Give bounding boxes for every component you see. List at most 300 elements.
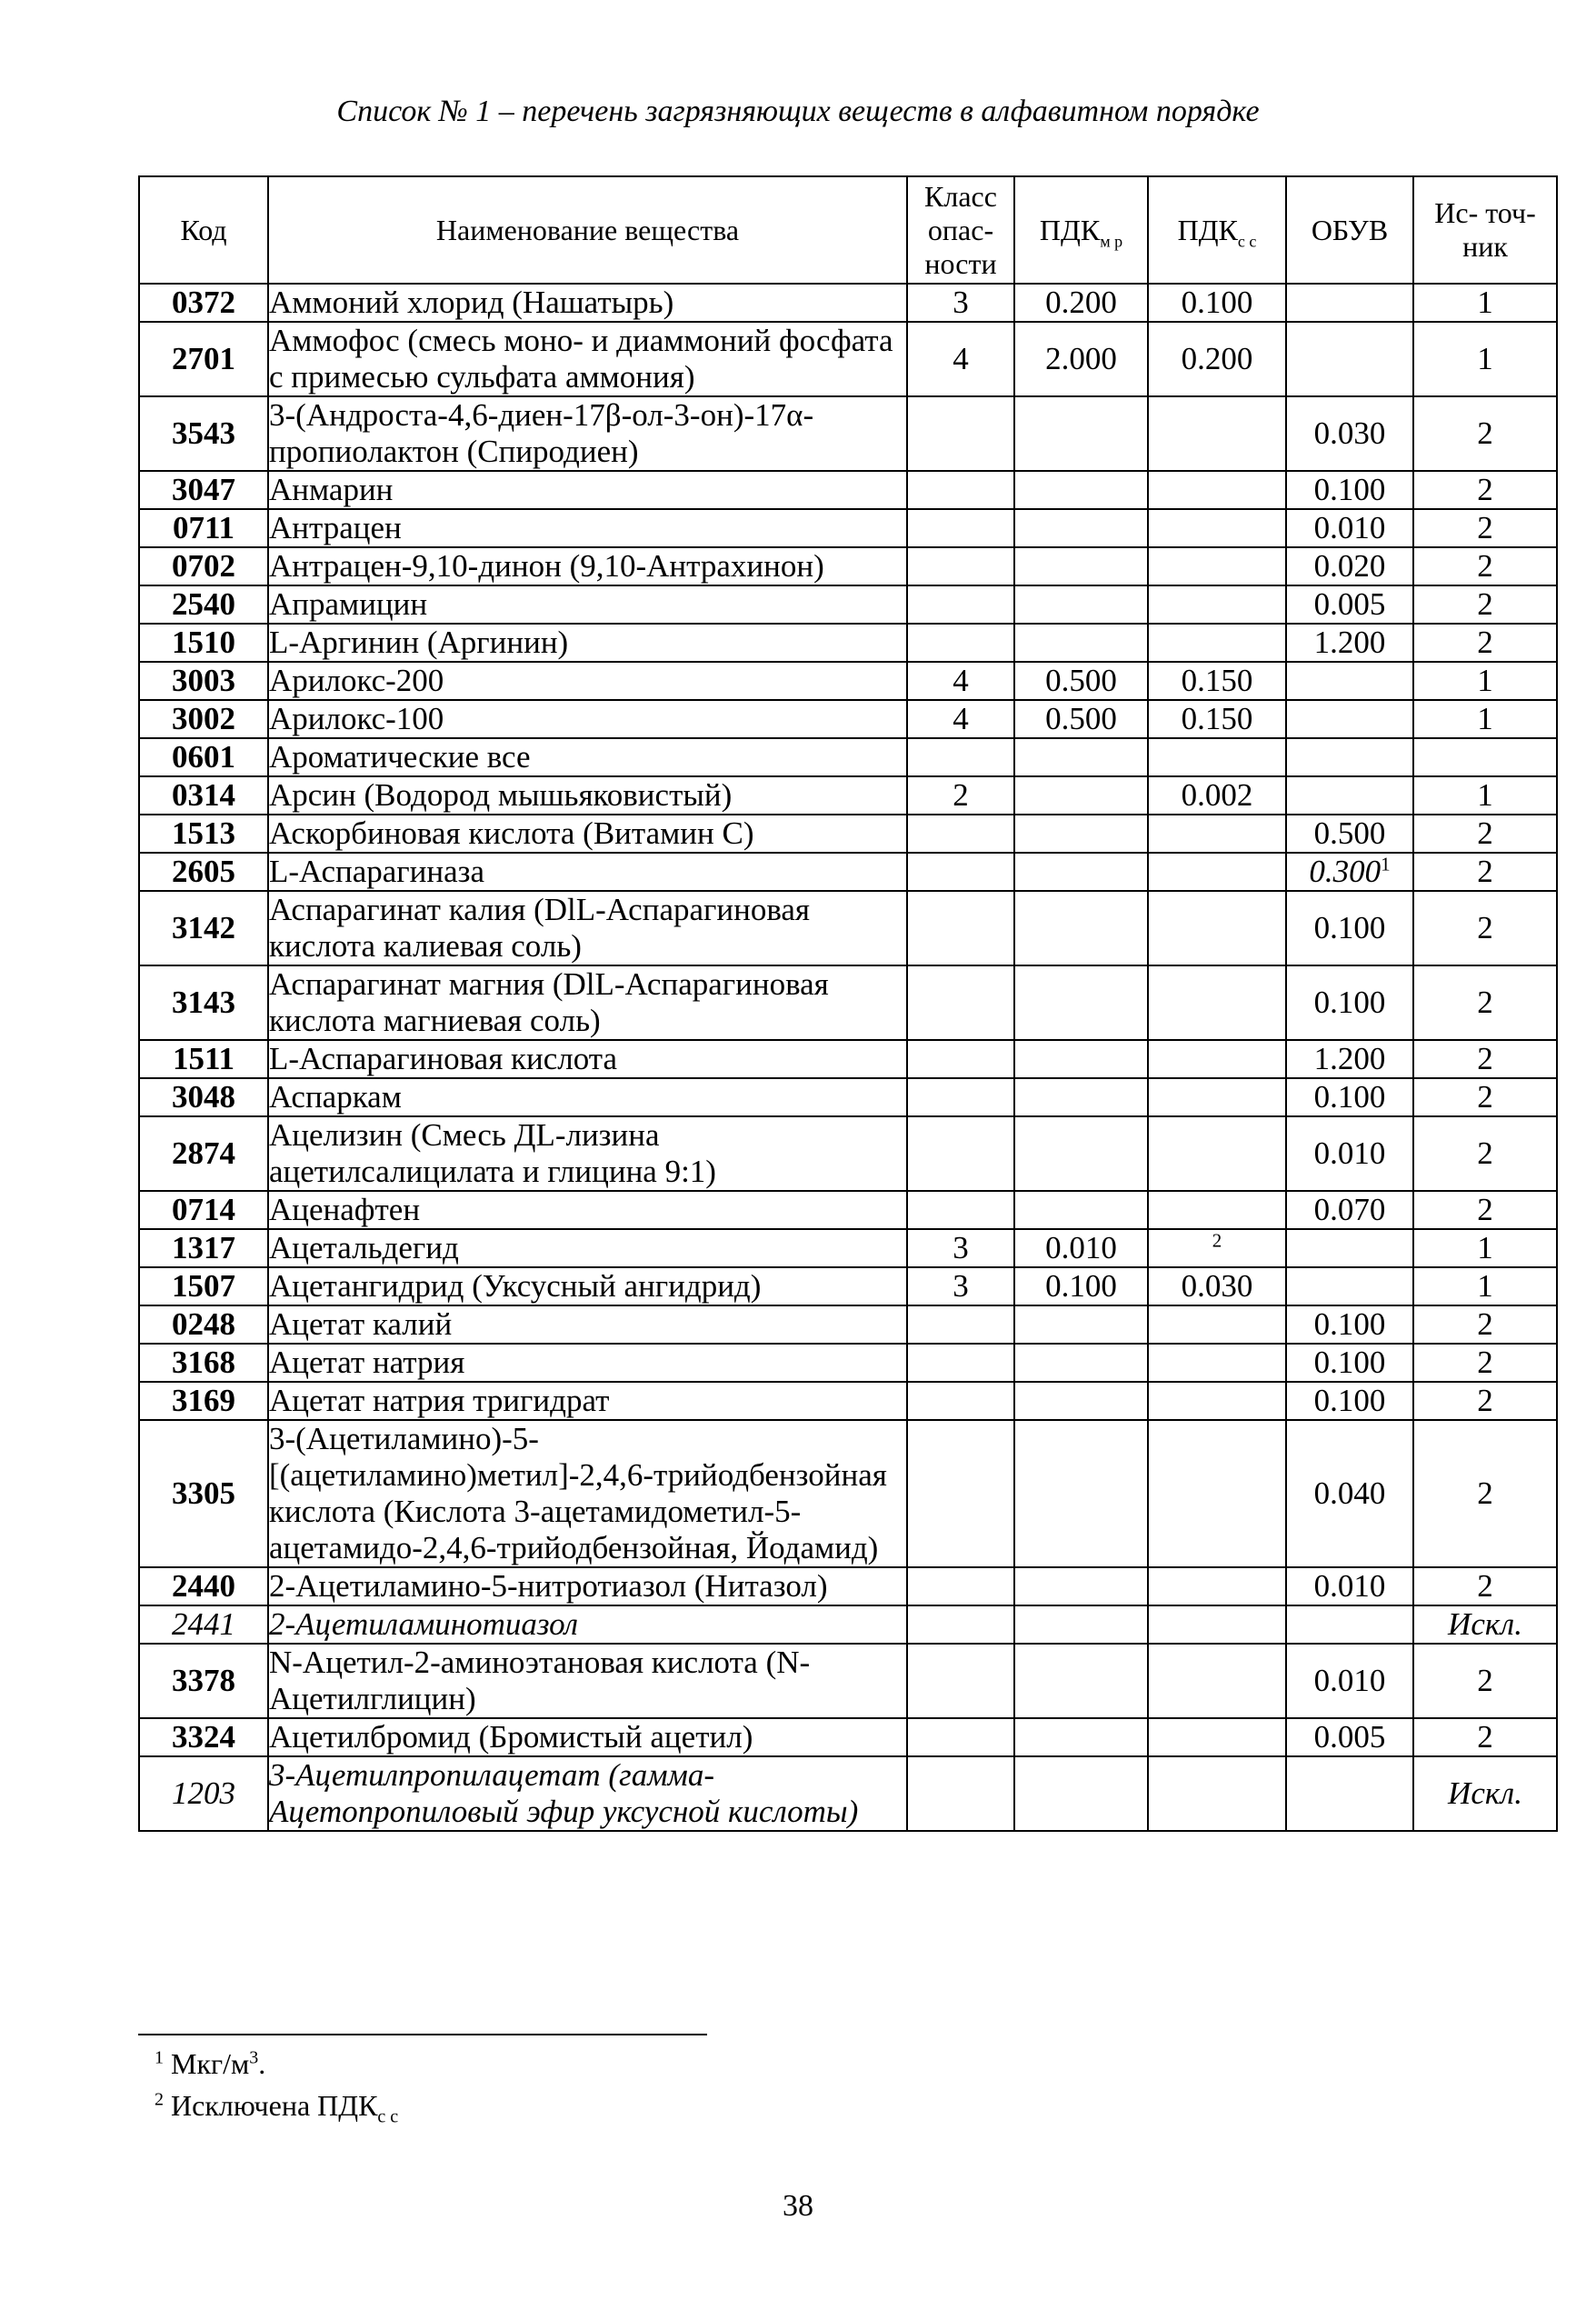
cell-pdk-ss <box>1148 1191 1286 1229</box>
table-row <box>139 776 1557 815</box>
cell-code: 3002 <box>139 700 268 738</box>
cell-pdk-mr <box>1014 1040 1148 1078</box>
table-row <box>139 1567 1557 1605</box>
obuv-value: 0.040 <box>1313 1475 1386 1511</box>
table-row <box>139 322 1557 396</box>
table-row <box>139 853 1557 891</box>
cell-source: 1 <box>1413 662 1557 700</box>
cell-pdk-ss <box>1148 1344 1286 1382</box>
footnote-1 <box>155 2047 265 2081</box>
cell-pdk-ss <box>1148 1040 1286 1078</box>
cell-pdk-ss <box>1148 1382 1286 1420</box>
footnote-2 <box>155 2089 398 2127</box>
header-source: Ис- точ- ник <box>1413 176 1557 284</box>
cell-pdk-ss <box>1148 891 1286 965</box>
cell-obuv <box>1286 585 1413 624</box>
cell-name: Аспарагинат магния (DlL-Аспарагиновая кислота магниевая соль) <box>268 965 907 1040</box>
cell-code: 1317 <box>139 1229 268 1267</box>
cell-hazard <box>907 853 1014 891</box>
cell-hazard <box>907 585 1014 624</box>
cell-pdk-mr <box>1014 585 1148 624</box>
table-row <box>139 284 1557 322</box>
cell-source: 2 <box>1413 1191 1557 1229</box>
footnote-sub: с с <box>377 2106 399 2127</box>
footnote-ref: 1 <box>1381 853 1391 875</box>
obuv-value: 0.100 <box>1313 472 1386 507</box>
cell-pdk-mr <box>1014 1644 1148 1718</box>
cell-hazard <box>907 624 1014 662</box>
cell-pdk-mr <box>1014 396 1148 471</box>
cell-pdk-ss <box>1148 1305 1286 1344</box>
cell-obuv <box>1286 1420 1413 1567</box>
cell-hazard <box>907 471 1014 509</box>
cell-hazard <box>907 1191 1014 1229</box>
cell-code: 2605 <box>139 853 268 891</box>
cell-obuv <box>1286 624 1413 662</box>
cell-source: 2 <box>1413 1078 1557 1116</box>
cell-pdk-ss <box>1148 396 1286 471</box>
cell-pdk-mr <box>1014 547 1148 585</box>
cell-obuv <box>1286 1191 1413 1229</box>
cell-source: 2 <box>1413 1644 1557 1718</box>
cell-obuv <box>1286 509 1413 547</box>
cell-pdk-mr: 2.000 <box>1014 322 1148 396</box>
cell-code: 1513 <box>139 815 268 853</box>
cell-hazard: 3 <box>907 1267 1014 1305</box>
cell-obuv <box>1286 1305 1413 1344</box>
table-row <box>139 471 1557 509</box>
cell-code: 1203 <box>139 1756 268 1831</box>
obuv-value: 0.070 <box>1313 1192 1386 1227</box>
header-pdk-mr <box>1014 176 1148 284</box>
cell-source: 1 <box>1413 700 1557 738</box>
cell-pdk-mr: 0.200 <box>1014 284 1148 322</box>
cell-source: Искл. <box>1413 1756 1557 1831</box>
cell-pdk-mr <box>1014 509 1148 547</box>
table-row <box>139 1756 1557 1831</box>
substances-table <box>138 175 1558 1832</box>
header-pdk-ss-text: ПДК <box>1177 213 1238 246</box>
cell-code: 0248 <box>139 1305 268 1344</box>
cell-pdk-mr <box>1014 1191 1148 1229</box>
cell-hazard <box>907 1644 1014 1718</box>
table-row <box>139 1718 1557 1756</box>
header-hazard: Класс опас- ности <box>907 176 1014 284</box>
header-row <box>139 176 1557 284</box>
cell-obuv <box>1286 1229 1413 1267</box>
cell-name: Аспаркам <box>268 1078 907 1116</box>
cell-pdk-ss <box>1148 471 1286 509</box>
cell-name: Арилокс-200 <box>268 662 907 700</box>
cell-hazard <box>907 1382 1014 1420</box>
obuv-value: 0.020 <box>1313 548 1386 584</box>
cell-source: 1 <box>1413 776 1557 815</box>
obuv-value: 0.100 <box>1313 985 1386 1020</box>
pdk-ss-value: 0.100 <box>1181 285 1253 320</box>
cell-name: Ацетангидрид (Уксусный ангидрид) <box>268 1267 907 1305</box>
cell-pdk-mr <box>1014 853 1148 891</box>
pdk-ss-value: 0.002 <box>1181 777 1253 813</box>
table-row <box>139 1191 1557 1229</box>
cell-code: 3305 <box>139 1420 268 1567</box>
cell-obuv <box>1286 1718 1413 1756</box>
cell-code: 2441 <box>139 1605 268 1644</box>
cell-code: 0601 <box>139 738 268 776</box>
header-obuv: ОБУВ <box>1286 176 1413 284</box>
cell-name: Ацетилбромид (Бромистый ацетил) <box>268 1718 907 1756</box>
cell-name: 3-(Андроста-4,6-диен-17β-ол-3-он)-17α-пропиолактон (Спиродиен) <box>268 396 907 471</box>
obuv-value: 1.200 <box>1313 1041 1386 1076</box>
cell-hazard <box>907 1078 1014 1116</box>
cell-code: 0314 <box>139 776 268 815</box>
table-row <box>139 1267 1557 1305</box>
cell-name: Арсин (Водород мышьяковистый) <box>268 776 907 815</box>
cell-name: Ацетат натрия тригидрат <box>268 1382 907 1420</box>
cell-source: 1 <box>1413 1229 1557 1267</box>
obuv-value: 0.100 <box>1313 1306 1386 1342</box>
cell-hazard <box>907 396 1014 471</box>
cell-code: 3048 <box>139 1078 268 1116</box>
footnote-ref: 2 <box>1212 1229 1222 1252</box>
cell-pdk-ss <box>1148 1644 1286 1718</box>
cell-obuv <box>1286 891 1413 965</box>
cell-source: 2 <box>1413 585 1557 624</box>
cell-hazard <box>907 1116 1014 1191</box>
cell-code: 3168 <box>139 1344 268 1382</box>
cell-source: Искл. <box>1413 1605 1557 1644</box>
cell-source: 2 <box>1413 1567 1557 1605</box>
cell-pdk-ss <box>1148 776 1286 815</box>
cell-hazard: 4 <box>907 700 1014 738</box>
obuv-value: 0.005 <box>1313 586 1386 622</box>
cell-hazard <box>907 891 1014 965</box>
cell-name: Ароматические все <box>268 738 907 776</box>
obuv-value: 0.500 <box>1313 815 1386 851</box>
cell-pdk-mr <box>1014 624 1148 662</box>
table-row <box>139 396 1557 471</box>
obuv-value: 0.030 <box>1313 415 1386 451</box>
cell-code: 3543 <box>139 396 268 471</box>
cell-pdk-mr <box>1014 1567 1148 1605</box>
cell-obuv <box>1286 965 1413 1040</box>
cell-pdk-mr <box>1014 1305 1148 1344</box>
cell-code: 3003 <box>139 662 268 700</box>
cell-source: 2 <box>1413 1382 1557 1420</box>
page-number: 38 <box>783 2189 813 2223</box>
cell-name: Арилокс-100 <box>268 700 907 738</box>
pdk-ss-value: 0.030 <box>1181 1268 1253 1304</box>
cell-code: 0372 <box>139 284 268 322</box>
cell-pdk-ss <box>1148 1078 1286 1116</box>
cell-code: 0702 <box>139 547 268 585</box>
cell-obuv <box>1286 1267 1413 1305</box>
cell-pdk-ss <box>1148 509 1286 547</box>
cell-hazard <box>907 1605 1014 1644</box>
pdk-ss-value: 0.150 <box>1181 663 1253 698</box>
cell-name: Ацелизин (Смесь ДL-лизина ацетилсалицилата и глицина 9:1) <box>268 1116 907 1191</box>
table-row <box>139 662 1557 700</box>
cell-source: 2 <box>1413 547 1557 585</box>
cell-pdk-ss <box>1148 322 1286 396</box>
cell-pdk-mr: 0.500 <box>1014 662 1148 700</box>
cell-source <box>1413 738 1557 776</box>
table-row <box>139 1382 1557 1420</box>
cell-hazard: 2 <box>907 776 1014 815</box>
cell-hazard <box>907 815 1014 853</box>
cell-code: 0714 <box>139 1191 268 1229</box>
cell-obuv <box>1286 1116 1413 1191</box>
table-row <box>139 738 1557 776</box>
cell-hazard <box>907 1040 1014 1078</box>
cell-obuv <box>1286 738 1413 776</box>
cell-name: Антрацен <box>268 509 907 547</box>
cell-hazard <box>907 1305 1014 1344</box>
table-row <box>139 891 1557 965</box>
header-code: Код <box>139 176 268 284</box>
cell-name: N-Ацетил-2-аминоэтановая кислота (N-Ацетилглицин) <box>268 1644 907 1718</box>
cell-code: 2540 <box>139 585 268 624</box>
table-row <box>139 1040 1557 1078</box>
cell-pdk-ss <box>1148 1420 1286 1567</box>
table-row <box>139 1116 1557 1191</box>
cell-obuv <box>1286 322 1413 396</box>
cell-obuv <box>1286 1382 1413 1420</box>
cell-hazard <box>907 509 1014 547</box>
cell-name: L-Аспарагиназа <box>268 853 907 891</box>
table-row <box>139 1420 1557 1567</box>
cell-hazard <box>907 965 1014 1040</box>
table-row <box>139 965 1557 1040</box>
cell-name: Ацетат калий <box>268 1305 907 1344</box>
cell-name: 2-Ацетиламинотиазол <box>268 1605 907 1644</box>
footnote-text: Мкг/м <box>171 2047 250 2080</box>
cell-hazard <box>907 738 1014 776</box>
header-pdk-ss-sub: с с <box>1237 231 1257 250</box>
obuv-value: 0.100 <box>1313 1383 1386 1418</box>
cell-pdk-ss <box>1148 585 1286 624</box>
obuv-value: 0.100 <box>1313 1079 1386 1115</box>
cell-code: 3324 <box>139 1718 268 1756</box>
table-row <box>139 1078 1557 1116</box>
cell-pdk-mr: 0.100 <box>1014 1267 1148 1305</box>
footnote-divider <box>138 2034 707 2035</box>
cell-name: Аммофос (смесь моно- и диаммоний фосфата с примесью сульфата аммония) <box>268 322 907 396</box>
cell-pdk-ss <box>1148 1605 1286 1644</box>
list-title: Список № 1 – перечень загрязняющих веществ в алфавитном порядке <box>336 95 1260 128</box>
cell-name: Ацетат натрия <box>268 1344 907 1382</box>
cell-name: 2-Ацетиламино-5-нитротиазол (Нитазол) <box>268 1567 907 1605</box>
table-body <box>139 284 1557 1831</box>
cell-obuv <box>1286 815 1413 853</box>
header-name: Наименование вещества <box>268 176 907 284</box>
cell-source: 2 <box>1413 891 1557 965</box>
cell-source: 2 <box>1413 815 1557 853</box>
footnote-tail: . <box>258 2047 266 2080</box>
cell-code: 3143 <box>139 965 268 1040</box>
cell-name: 3-Ацетилпропилацетат (гамма-Ацетопропиловый эфир уксусной кислоты) <box>268 1756 907 1831</box>
cell-pdk-mr <box>1014 1078 1148 1116</box>
cell-source: 2 <box>1413 471 1557 509</box>
cell-source: 2 <box>1413 1718 1557 1756</box>
header-pdk-mr-sub: м р <box>1100 231 1123 250</box>
cell-name: L-Аргинин (Аргинин) <box>268 624 907 662</box>
cell-source: 2 <box>1413 624 1557 662</box>
cell-pdk-ss <box>1148 662 1286 700</box>
cell-hazard <box>907 1567 1014 1605</box>
table-row <box>139 1344 1557 1382</box>
obuv-value: 0.010 <box>1313 510 1386 545</box>
cell-pdk-ss <box>1148 700 1286 738</box>
cell-source: 2 <box>1413 1116 1557 1191</box>
cell-source: 2 <box>1413 509 1557 547</box>
cell-pdk-ss <box>1148 815 1286 853</box>
footnote-text: Исключена ПДК <box>171 2089 378 2122</box>
cell-pdk-mr <box>1014 1605 1148 1644</box>
cell-pdk-mr <box>1014 1756 1148 1831</box>
cell-obuv <box>1286 1605 1413 1644</box>
cell-source: 1 <box>1413 1267 1557 1305</box>
cell-obuv <box>1286 776 1413 815</box>
cell-obuv <box>1286 284 1413 322</box>
cell-pdk-ss <box>1148 965 1286 1040</box>
cell-hazard: 3 <box>907 284 1014 322</box>
obuv-value: 0.005 <box>1313 1719 1386 1755</box>
cell-source: 2 <box>1413 1420 1557 1567</box>
table-row <box>139 700 1557 738</box>
table-row <box>139 509 1557 547</box>
obuv-value: 0.010 <box>1313 1663 1386 1698</box>
cell-pdk-mr <box>1014 738 1148 776</box>
cell-pdk-mr <box>1014 1116 1148 1191</box>
cell-pdk-ss <box>1148 624 1286 662</box>
cell-pdk-mr <box>1014 891 1148 965</box>
cell-obuv <box>1286 700 1413 738</box>
cell-code: 2440 <box>139 1567 268 1605</box>
cell-source: 2 <box>1413 965 1557 1040</box>
cell-pdk-ss <box>1148 1116 1286 1191</box>
obuv-value: 0.010 <box>1313 1568 1386 1604</box>
table-row <box>139 1644 1557 1718</box>
cell-source: 2 <box>1413 853 1557 891</box>
header-pdk-mr-text: ПДК <box>1039 213 1101 246</box>
cell-name: Аммоний хлорид (Нашатырь) <box>268 284 907 322</box>
cell-name: Антрацен-9,10-динон (9,10-Антрахинон) <box>268 547 907 585</box>
table-row <box>139 1605 1557 1644</box>
cell-pdk-ss <box>1148 738 1286 776</box>
cell-pdk-mr <box>1014 1718 1148 1756</box>
cell-pdk-ss <box>1148 853 1286 891</box>
cell-hazard: 3 <box>907 1229 1014 1267</box>
footnote-mark: 1 <box>155 2047 164 2068</box>
cell-obuv <box>1286 1567 1413 1605</box>
cell-obuv <box>1286 396 1413 471</box>
pdk-ss-value: 0.150 <box>1181 701 1253 736</box>
obuv-value: 0.100 <box>1313 910 1386 945</box>
table-row <box>139 1305 1557 1344</box>
cell-obuv <box>1286 1078 1413 1116</box>
cell-hazard <box>907 547 1014 585</box>
cell-source: 2 <box>1413 1344 1557 1382</box>
cell-source: 2 <box>1413 1040 1557 1078</box>
cell-obuv <box>1286 853 1413 891</box>
cell-name: Анмарин <box>268 471 907 509</box>
cell-obuv <box>1286 1344 1413 1382</box>
cell-pdk-mr <box>1014 1382 1148 1420</box>
cell-source: 2 <box>1413 1305 1557 1344</box>
cell-pdk-ss <box>1148 547 1286 585</box>
cell-hazard <box>907 1718 1014 1756</box>
cell-source: 2 <box>1413 396 1557 471</box>
cell-code: 1507 <box>139 1267 268 1305</box>
cell-source: 1 <box>1413 284 1557 322</box>
cell-source: 1 <box>1413 322 1557 396</box>
cell-hazard <box>907 1756 1014 1831</box>
cell-name: Аценафтен <box>268 1191 907 1229</box>
cell-code: 1511 <box>139 1040 268 1078</box>
cell-pdk-ss <box>1148 1267 1286 1305</box>
table-row <box>139 585 1557 624</box>
cell-code: 3169 <box>139 1382 268 1420</box>
table-row <box>139 815 1557 853</box>
cell-hazard <box>907 1420 1014 1567</box>
cell-code: 3378 <box>139 1644 268 1718</box>
cell-obuv <box>1286 1040 1413 1078</box>
cell-hazard <box>907 1344 1014 1382</box>
cell-pdk-mr: 0.010 <box>1014 1229 1148 1267</box>
cell-pdk-ss <box>1148 284 1286 322</box>
cell-obuv <box>1286 1644 1413 1718</box>
obuv-value: 1.200 <box>1313 625 1386 660</box>
cell-pdk-mr: 0.500 <box>1014 700 1148 738</box>
cell-name: Аскорбиновая кислота (Витамин С) <box>268 815 907 853</box>
footnote-mark: 2 <box>155 2089 164 2110</box>
cell-pdk-ss <box>1148 1229 1286 1267</box>
cell-pdk-mr <box>1014 1344 1148 1382</box>
cell-code: 2701 <box>139 322 268 396</box>
cell-code: 1510 <box>139 624 268 662</box>
cell-pdk-mr <box>1014 965 1148 1040</box>
cell-pdk-mr <box>1014 776 1148 815</box>
cell-name: Аспарагинат калия (DlL-Аспарагиновая кислота калиевая соль) <box>268 891 907 965</box>
cell-obuv <box>1286 547 1413 585</box>
cell-obuv <box>1286 471 1413 509</box>
cell-pdk-ss <box>1148 1567 1286 1605</box>
cell-hazard: 4 <box>907 322 1014 396</box>
obuv-value: 0.010 <box>1313 1135 1386 1171</box>
obuv-value: 0.300 <box>1309 854 1382 889</box>
cell-code: 3047 <box>139 471 268 509</box>
header-pdk-ss <box>1148 176 1286 284</box>
cell-name: 3-(Ацетиламино)-5-[(ацетиламино)метил]-2,4,6-трийодбензойная кислота (Кислота 3-ацетамидометил-5-ацетамидо-2,4,6-трийодбензойная, Йодамид) <box>268 1420 907 1567</box>
table-row <box>139 547 1557 585</box>
obuv-value: 0.100 <box>1313 1345 1386 1380</box>
cell-pdk-mr <box>1014 815 1148 853</box>
footnote-sup: 3 <box>249 2047 259 2068</box>
cell-pdk-mr <box>1014 471 1148 509</box>
cell-code: 2874 <box>139 1116 268 1191</box>
cell-name: L-Аспарагиновая кислота <box>268 1040 907 1078</box>
cell-name: Ацетальдегид <box>268 1229 907 1267</box>
cell-code: 3142 <box>139 891 268 965</box>
cell-obuv <box>1286 662 1413 700</box>
cell-name: Апрамицин <box>268 585 907 624</box>
cell-obuv <box>1286 1756 1413 1831</box>
cell-code: 0711 <box>139 509 268 547</box>
table-row <box>139 624 1557 662</box>
cell-pdk-ss <box>1148 1718 1286 1756</box>
cell-hazard: 4 <box>907 662 1014 700</box>
pdk-ss-value: 0.200 <box>1181 341 1253 376</box>
